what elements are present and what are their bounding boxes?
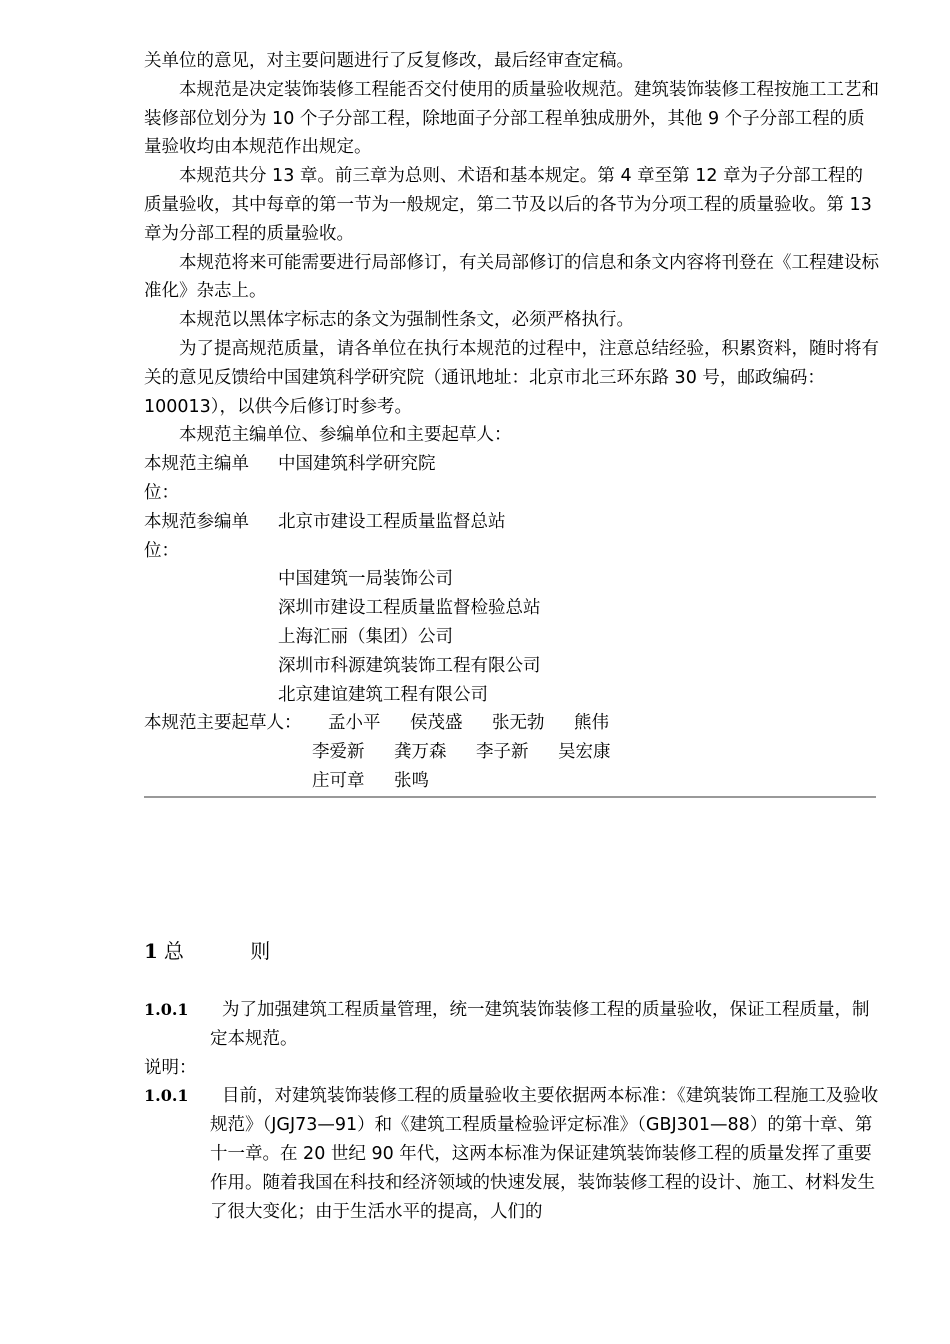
chapter-title: 总 则 [163,939,301,963]
participating-unit: 深圳市建设工程质量监督检验总站 [278,598,541,619]
drafter-name: 庄可章 [312,770,365,791]
drafter-name: 孟小平 [328,713,381,734]
clause-number: 1.0.1 [144,1000,189,1019]
participating-unit: 北京市建设工程质量监督总站 [278,511,506,532]
preface-paragraph-0: 关单位的意见，对主要问题进行了反复修改，最后经审查定稿。 [144,51,634,71]
drafter-name: 李子新 [476,742,529,763]
clause-text: 为了加强建筑工程质量管理，统一建筑装饰装修工程的质量验收，保证工程质量，制定本规范。 [210,1000,870,1049]
drafter-name: 吴宏康 [558,742,611,763]
chief-unit-row [144,450,880,508]
chapter-heading [144,936,300,966]
drafters-names-row [144,767,880,796]
drafter-name: 李爱新 [312,742,365,763]
preface-paragraph-3: 本规范将来可能需要进行局部修订，有关局部修订的信息和条文内容将刊登在《工程建设标准化》杂志上。 [144,252,879,302]
note-clause [144,1082,880,1226]
note-label: 说明： [144,1057,197,1078]
clauses-section [144,996,880,1226]
drafters-names-row [144,738,880,767]
participating-unit: 中国建筑一局装饰公司 [278,569,453,590]
note-clause-text: 目前，对建筑装饰装修工程的质量验收主要依据两本标准：《建筑装饰工程施工及验收规范》（JGJ73—91）和《建筑工程质量检验评定标准》（GBJ301—88）的第十章、第十一章。在 20 世纪 90 年代，这两本标准为保证建筑装饰装修工程的质量发挥了重要作用。随着我国在科技和经济领域的快速发展，装饰装修工程的设计、施工、材料发生了很大变化；由于生活水平的提高，人们的 [210,1086,879,1222]
participating-unit: 上海汇丽（集团）公司 [278,626,453,647]
participating-units-row [144,508,880,566]
note-clause-number: 1.0.1 [144,1086,189,1106]
drafters-names-row [328,709,656,738]
participating-unit: 北京建谊建筑工程有限公司 [278,684,488,705]
preface-paragraph-2: 本规范共分 13 章。前三章为总则、术语和基本规定。第 4 章至第 12 章为子分部工程的质量验收，其中每章的第一节为一般规定，第二节及以后的各节为分项工程的质量验收。第 13 章为分部工程的质量验收。 [144,166,872,244]
drafter-name: 侯茂盛 [410,713,463,734]
drafters-label: 本规范主要起草人： [144,713,302,734]
participating-unit: 深圳市科源建筑装饰工程有限公司 [278,655,541,676]
drafter-name: 熊伟 [574,713,609,734]
chief-unit-value: 中国建筑科学研究院 [278,454,436,475]
drafter-name: 张无勃 [492,713,545,734]
clause [144,996,880,1054]
drafters-row [144,709,880,738]
drafter-name: 龚万森 [394,742,447,763]
preface-paragraph-5: 为了提高规范质量，请各单位在执行本规范的过程中，注意总结经验，积累资料，随时将有关的意见反馈给中国建筑科学研究院（通讯地址：北京市北三环东路 30 号，邮政编码：100013），以供今后修订时参考。 [144,338,879,417]
participating-units-label: 本规范参编单位： [144,511,249,561]
section-divider [144,796,876,798]
preface-paragraph-1: 本规范是决定装饰装修工程能否交付使用的质量验收规范。建筑装饰装修工程按施工工艺和装修部位划分为 10 个子分部工程，除地面子分部工程单独成册外，其他 9 个子分部工程的质量验收均由本规范作出规定。 [144,79,879,158]
chapter-number: 1 [144,939,158,963]
drafter-name: 张鸣 [394,770,429,791]
preface-section [144,47,880,796]
chief-unit-label: 本规范主编单位： [144,454,249,503]
preface-paragraph-6: 本规范主编单位、参编单位和主要起草人： [179,425,512,446]
preface-paragraph-4: 本规范以黑体字标志的条文为强制性条文，必须严格执行。 [179,310,634,331]
